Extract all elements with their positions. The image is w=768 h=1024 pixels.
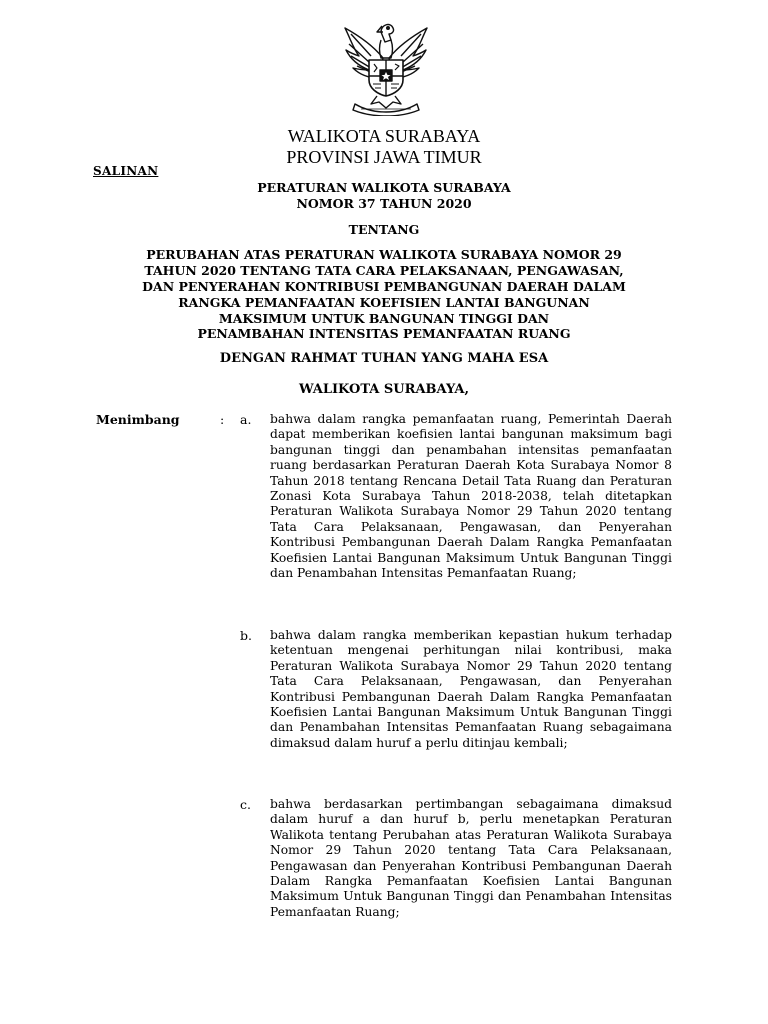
authority: WALIKOTA SURABAYA, bbox=[298, 382, 470, 397]
subject-line-5: MAKSIMUM UNTUK BANGUNAN TINGGI DAN bbox=[218, 311, 550, 326]
header-line-2: PROVINSI JAWA TIMUR bbox=[286, 147, 482, 167]
considering-label: Menimbang bbox=[96, 412, 180, 427]
regulation-about: TENTANG bbox=[348, 222, 420, 237]
subject-line-3: DAN PENYERAHAN KONTRIBUSI PEMBANGUNAN DAERAH DALAM bbox=[142, 279, 626, 294]
blessing: DENGAN RAHMAT TUHAN YANG MAHA ESA bbox=[219, 351, 549, 366]
considering-colon: : bbox=[220, 412, 225, 427]
regulation-number: NOMOR 37 TAHUN 2020 bbox=[296, 196, 472, 211]
item-text: bahwa berdasarkan pertimbangan sebagaimana dimaksud dalam huruf a dan huruf b, perlu menetapkan Peraturan Walikota tentang Perubahan atas Peraturan Walikota Surabaya Nomor 29 Tahun 2020 tentang Tata Cara Pelaksanaan, Pengawasan dan Penyerahan Kontribusi Pembangunan Daerah Dalam Rangka Pemanfaatan Koefisien Lantai Bangunan Maksimum Untuk Bangunan Tinggi dan Penambahan Intensitas Pemanfaatan Ruang; bbox=[270, 797, 672, 919]
regulation-title: PERATURAN WALIKOTA SURABAYA bbox=[257, 180, 511, 195]
item-letter: b. bbox=[240, 628, 252, 643]
item-letter: a. bbox=[240, 412, 252, 427]
subject-line-4: RANGKA PEMANFAATAN KOEFISIEN LANTAI BANGUNAN bbox=[178, 295, 590, 310]
item-letter: c. bbox=[240, 797, 251, 812]
subject-line-1: PERUBAHAN ATAS PERATURAN WALIKOTA SURABAYA NOMOR 29 bbox=[146, 247, 622, 262]
item-text: bahwa dalam rangka pemanfaatan ruang, Pemerintah Daerah dapat memberikan koefisien lantai bangunan maksimum bagi bangunan tinggi dan penambahan intensitas pemanfaatan ruang berdasarkan Peraturan Daerah Kota Surabaya Nomor 8 Tahun 2018 tentang Rencana Detail Tata Ruang dan Peraturan Zonasi Kota Surabaya Tahun 2018-2038, telah ditetapkan Peraturan Walikota Surabaya Nomor 29 Tahun 2020 tentang Tata Cara Pelaksanaan, Pengawasan, dan Penyerahan Kontribusi Pembangunan Daerah Dalam Rangka Pemanfaatan Koefisien Lantai Bangunan Maksimum Untuk Bangunan Tinggi dan Penambahan Intensitas Pemanfaatan Ruang; bbox=[270, 412, 672, 581]
item-text: bahwa dalam rangka memberikan kepastian hukum terhadap ketentuan mengenai perhitungan nilai kontribusi, maka Peraturan Walikota Surabaya Nomor 29 Tahun 2020 tentang Tata Cara Pelaksanaan, Pengawasan, dan Penyerahan Kontribusi Pembangunan Daerah Dalam Rangka Pemanfaatan Koefisien Lantai Bangunan Maksimum Untuk Bangunan Tinggi dan Penambahan Intensitas Pemanfaatan Ruang sebagaimana dimaksud dalam huruf a perlu ditinjau kembali; bbox=[270, 628, 672, 750]
copy-label: SALINAN bbox=[93, 164, 159, 178]
subject-line-2: TAHUN 2020 TENTANG TATA CARA PELAKSANAAN, PENGAWASAN, bbox=[144, 263, 624, 278]
garuda-emblem-icon bbox=[341, 18, 431, 116]
header-line-1: WALIKOTA SURABAYA bbox=[287, 126, 481, 146]
subject-line-6: PENAMBAHAN INTENSITAS PEMANFAATAN RUANG bbox=[197, 326, 571, 341]
